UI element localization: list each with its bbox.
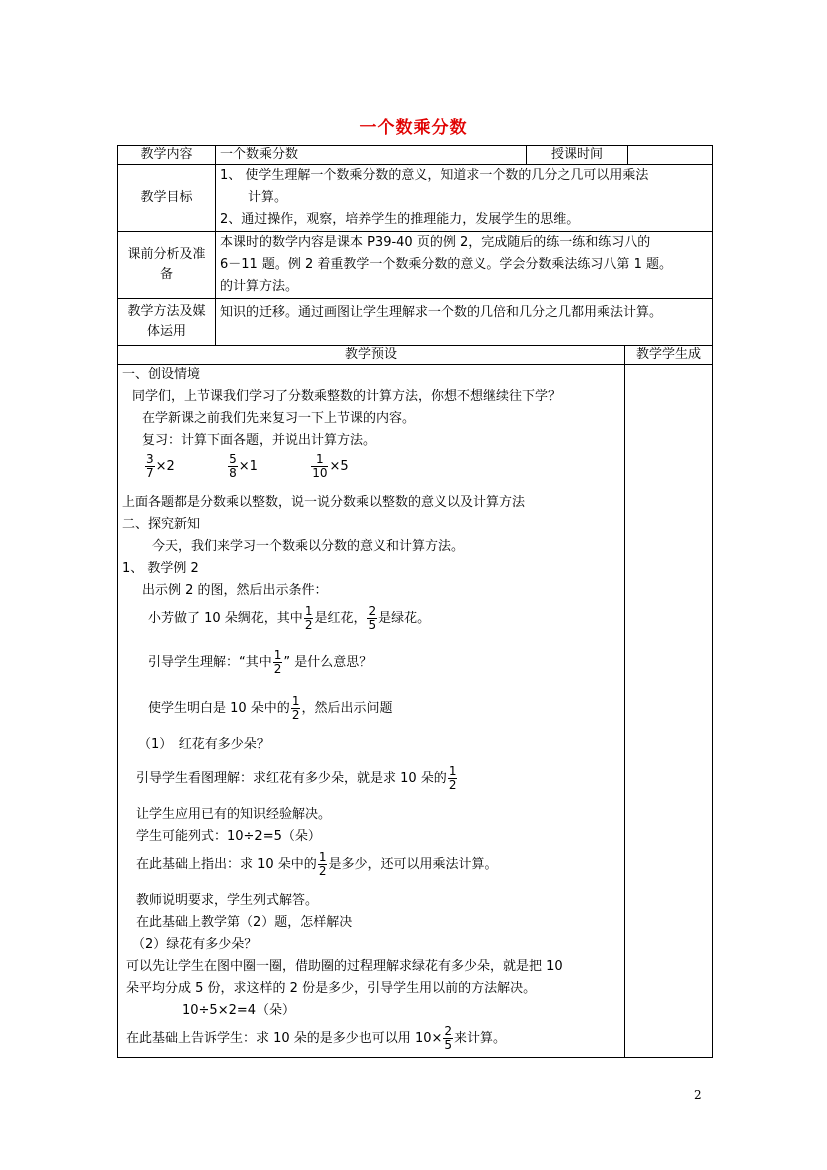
fraction: $\frac{1}{10}$ (312, 452, 328, 480)
fraction-half: $\frac{1}{2}$ (304, 604, 313, 632)
goal-line-1b: 计算。 (247, 190, 287, 205)
understand-line: 使学生明白是 10 朵中的 $\frac{1}{2}$ ，然后出示问题 (148, 694, 393, 722)
tell-students-line: 在此基础上告诉学生：求 10 朵的是多少也可以用 10× $\frac{2}{5}$ 来计算。 (126, 1024, 507, 1052)
section-1-heading: 一、创设情境 (122, 367, 201, 382)
preset-body (118, 365, 625, 1058)
preset-header: 教学预设 (118, 346, 625, 365)
review-line: 复习：计算下面各题，并说出计算方法。 (142, 433, 377, 448)
teach-question-2-line: 在此基础上教学第（2）题，怎样解决 (136, 915, 353, 930)
student-formula-2: 10÷5×2=4（朵） (182, 1003, 296, 1018)
goal-line-2: 2、通过操作，观察，培养学生的推理能力，发展学生的思维。 (219, 212, 580, 227)
circle-line-1: 可以先让学生在图中圈一圈，借助圈的过程理解求绿花有多少朵，就是把 10 (126, 959, 563, 974)
fraction-half: $\frac{1}{2}$ (318, 850, 327, 878)
explore-intro: 今天，我们来学习一个数乘以分数的意义和计算方法。 (152, 539, 465, 554)
method-text: 知识的迁移。通过画图让学生理解求一个数的几倍和几分之几都用乘法计算。 (219, 305, 662, 320)
student-formula-1: 学生可能列式：10÷2=5（朵） (136, 829, 321, 844)
fraction-two-fifths: $\frac{2}{5}$ (368, 604, 377, 632)
review-summary: 上面各题都是分数乘以整数，说一说分数乘以整数的意义以及计算方法 (122, 495, 526, 510)
guide-figure-line: 引导学生看图理解：求红花有多少朵，就是求 10 朵的 $\frac{1}{2}$ (136, 764, 457, 792)
goal-line-1: 1、 使学生理解一个数乘分数的意义，知道求一个数的几分之几可以用乘法 (219, 168, 649, 183)
fraction-half: $\frac{1}{2}$ (273, 648, 282, 676)
example-2-heading: 1、 教学例 2 (122, 561, 199, 576)
time-value (628, 146, 713, 165)
goals-label: 教学目标 (118, 165, 216, 232)
teacher-explain-line: 教师说明要求，学生列式解答。 (136, 893, 319, 908)
page-title: 一个数乘分数 (359, 118, 468, 138)
method-label: 教学方法及媒体运用 (118, 299, 216, 346)
lesson-plan-table (117, 145, 713, 1058)
review-exercises: $\frac{3}{7}$ ×2 $\frac{5}{8}$ ×1 $\frac{1}{10}$ ×5 (146, 452, 349, 480)
fraction-half: $\frac{1}{2}$ (291, 694, 300, 722)
fraction: $\frac{5}{8}$ (229, 452, 237, 480)
show-figure-line: 出示例 2 的图，然后出示条件： (142, 583, 328, 598)
condition-line: 小芳做了 10 朵绸花，其中 $\frac{1}{2}$ 是红花， $\frac{2}{5}$ 是绿花。 (148, 604, 431, 632)
fraction-two-fifths: $\frac{2}{5}$ (444, 1024, 453, 1052)
page-number: 2 (694, 1088, 702, 1102)
generate-header: 教学学生成 (625, 346, 713, 365)
analysis-line-1: 本课时的数学内容是课本 P39-40 页的例 2，完成随后的练一练和练习八的 (219, 235, 651, 250)
analysis-line-3: 的计算方法。 (219, 279, 298, 294)
apply-knowledge-line: 让学生应用已有的知识经验解决。 (136, 807, 332, 822)
content-value: 一个数乘分数 (215, 146, 526, 165)
intro-line-2: 在学新课之前我们先来复习一下上节课的内容。 (142, 411, 416, 426)
generate-body (625, 365, 713, 1058)
content-label: 教学内容 (118, 146, 216, 165)
question-1: （1） 红花有多少朵？ (138, 737, 270, 752)
circle-line-2: 朵平均分成 5 份，求这样的 2 份是多少，引导学生用以前的方法解决。 (126, 981, 537, 996)
question-2: （2）绿花有多少朵？ (132, 937, 258, 952)
fraction: $\frac{3}{7}$ (146, 452, 154, 480)
time-label: 授课时间 (527, 146, 628, 165)
guide-meaning-line: 引导学生理解：“其中 $\frac{1}{2}$ ” 是什么意思？ (148, 648, 373, 676)
section-2-heading: 二、探究新知 (122, 517, 201, 532)
analysis-label-text: 课前分析及准备 (127, 247, 206, 282)
point-out-line: 在此基础上指出：求 10 朵中的 $\frac{1}{2}$ 是多少，还可以用乘法计算。 (136, 850, 498, 878)
intro-line-1: 同学们，上节课我们学习了分数乘整数的计算方法，你想不想继续往下学？ (132, 389, 562, 404)
analysis-label (118, 232, 216, 299)
fraction-half: $\frac{1}{2}$ (448, 764, 457, 792)
analysis-line-2: 6－11 题。例 2 着重教学一个数乘分数的意义。学会分数乘法练习八第 1 题。 (219, 257, 672, 272)
